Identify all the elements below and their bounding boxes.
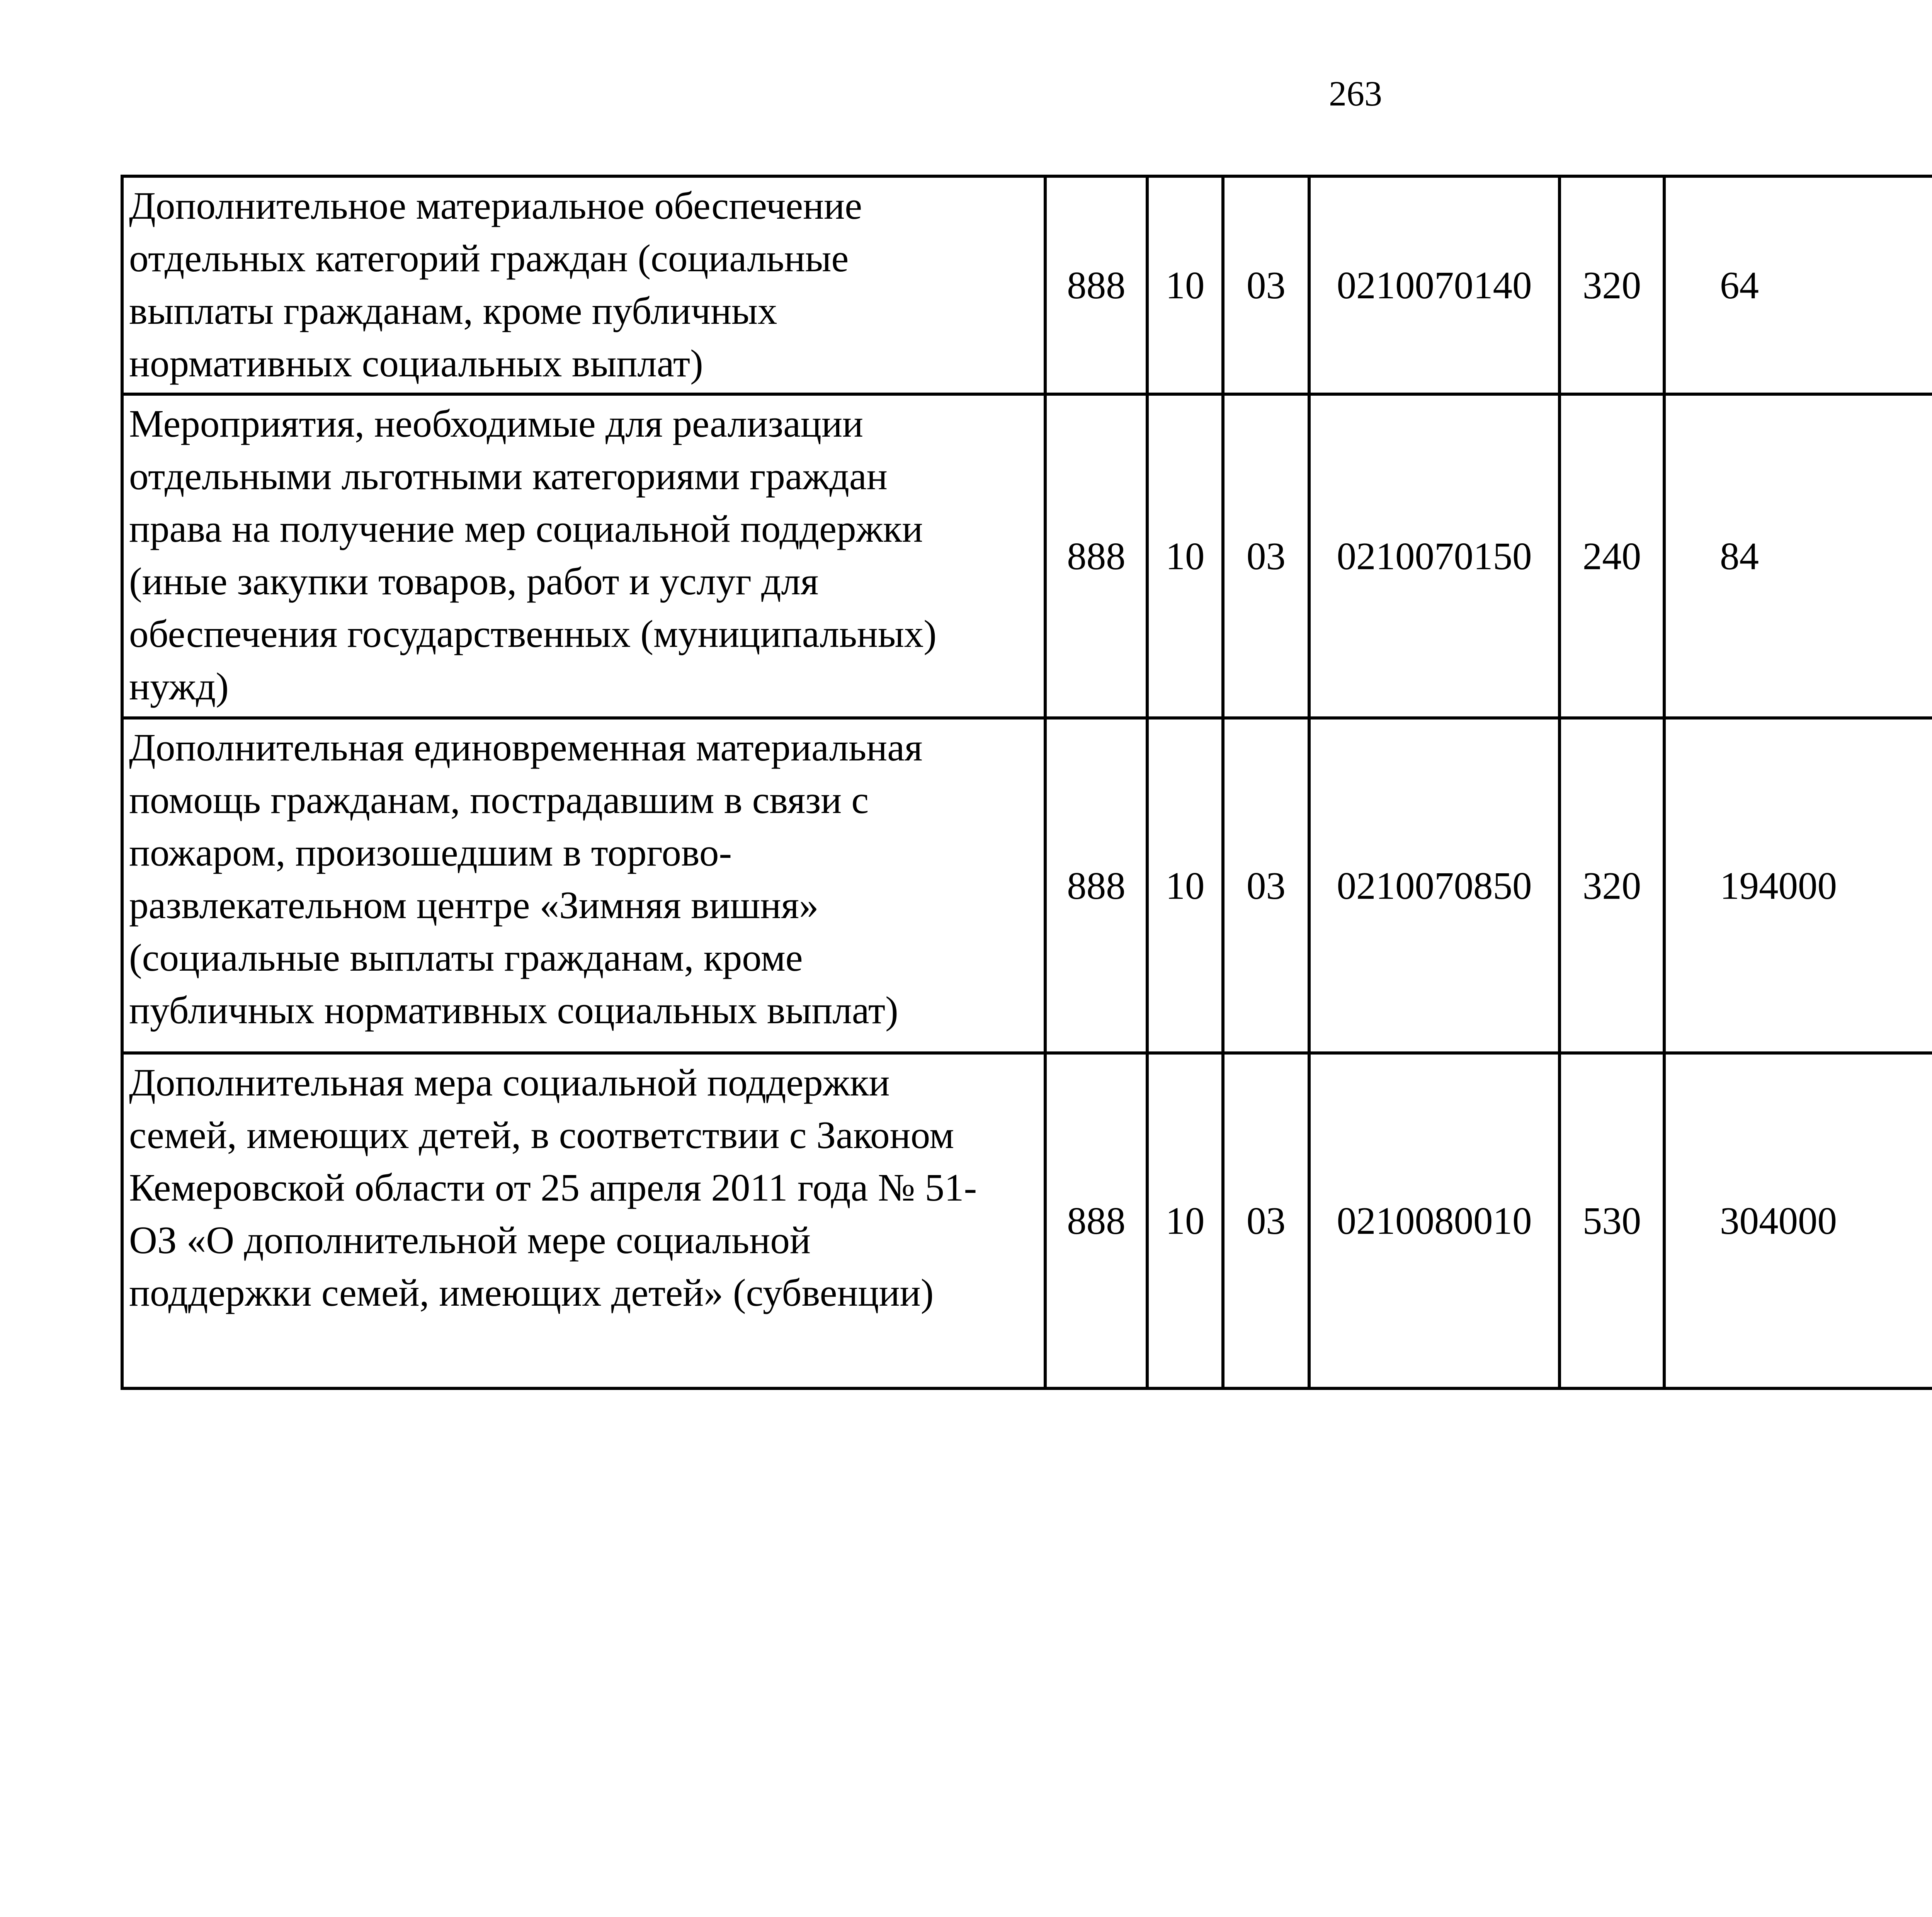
subsection-code: 03	[1223, 176, 1309, 394]
expense-type-code: 240	[1560, 394, 1664, 718]
table-row	[122, 718, 1932, 1053]
target-article-code: 0210070150	[1309, 394, 1560, 718]
expense-type-code: 530	[1560, 1053, 1664, 1388]
expense-type-code: 320	[1560, 176, 1664, 394]
subsection-code: 03	[1223, 394, 1309, 718]
row-description: Дополнительная мера социальной поддержки семей, имеющих детей, в соответствии с Законом Кемеровской области от 25 апреля 2011 года № 51- ОЗ «О дополнительной мере социальной поддержки семей, имеющих детей» (субвенции)	[122, 1053, 1045, 1388]
admin-code: 888	[1045, 718, 1147, 1053]
admin-code: 888	[1045, 1053, 1147, 1388]
amount-year-1: 84	[1664, 394, 1932, 718]
amount-year-1: 194000	[1664, 718, 1932, 1053]
section-code: 10	[1147, 1053, 1223, 1388]
table-row	[122, 176, 1932, 394]
expense-type-code: 320	[1560, 718, 1664, 1053]
section-code: 10	[1147, 394, 1223, 718]
target-article-code: 0210070850	[1309, 718, 1560, 1053]
target-article-code: 0210070140	[1309, 176, 1560, 394]
subsection-code: 03	[1223, 718, 1309, 1053]
budget-table	[121, 175, 1932, 1390]
amount-year-1: 64	[1664, 176, 1932, 394]
subsection-code: 03	[1223, 1053, 1309, 1388]
row-description: Мероприятия, необходимые для реализации отдельными льготными категориями граждан права на получение мер социальной поддержки (иные закупки товаров, работ и услуг для обеспечения государственных (муниципальных) нужд)	[122, 394, 1045, 718]
table-row	[122, 1053, 1932, 1388]
page-number: 263	[1329, 74, 1382, 113]
admin-code: 888	[1045, 176, 1147, 394]
admin-code: 888	[1045, 394, 1147, 718]
row-description: Дополнительное материальное обеспечение отдельных категорий граждан (социальные выплаты гражданам, кроме публичных нормативных социальных выплат)	[122, 176, 1045, 394]
target-article-code: 0210080010	[1309, 1053, 1560, 1388]
section-code: 10	[1147, 176, 1223, 394]
section-code: 10	[1147, 718, 1223, 1053]
row-description: Дополнительная единовременная материальная помощь гражданам, пострадавшим в связи с пожаром, произошедшим в торгово- развлекательном центре «Зимняя вишня» (социальные выплаты гражданам, кроме публичных нормативных социальных выплат)	[122, 718, 1045, 1053]
amount-year-1: 304000	[1664, 1053, 1932, 1388]
table-row	[122, 394, 1932, 718]
